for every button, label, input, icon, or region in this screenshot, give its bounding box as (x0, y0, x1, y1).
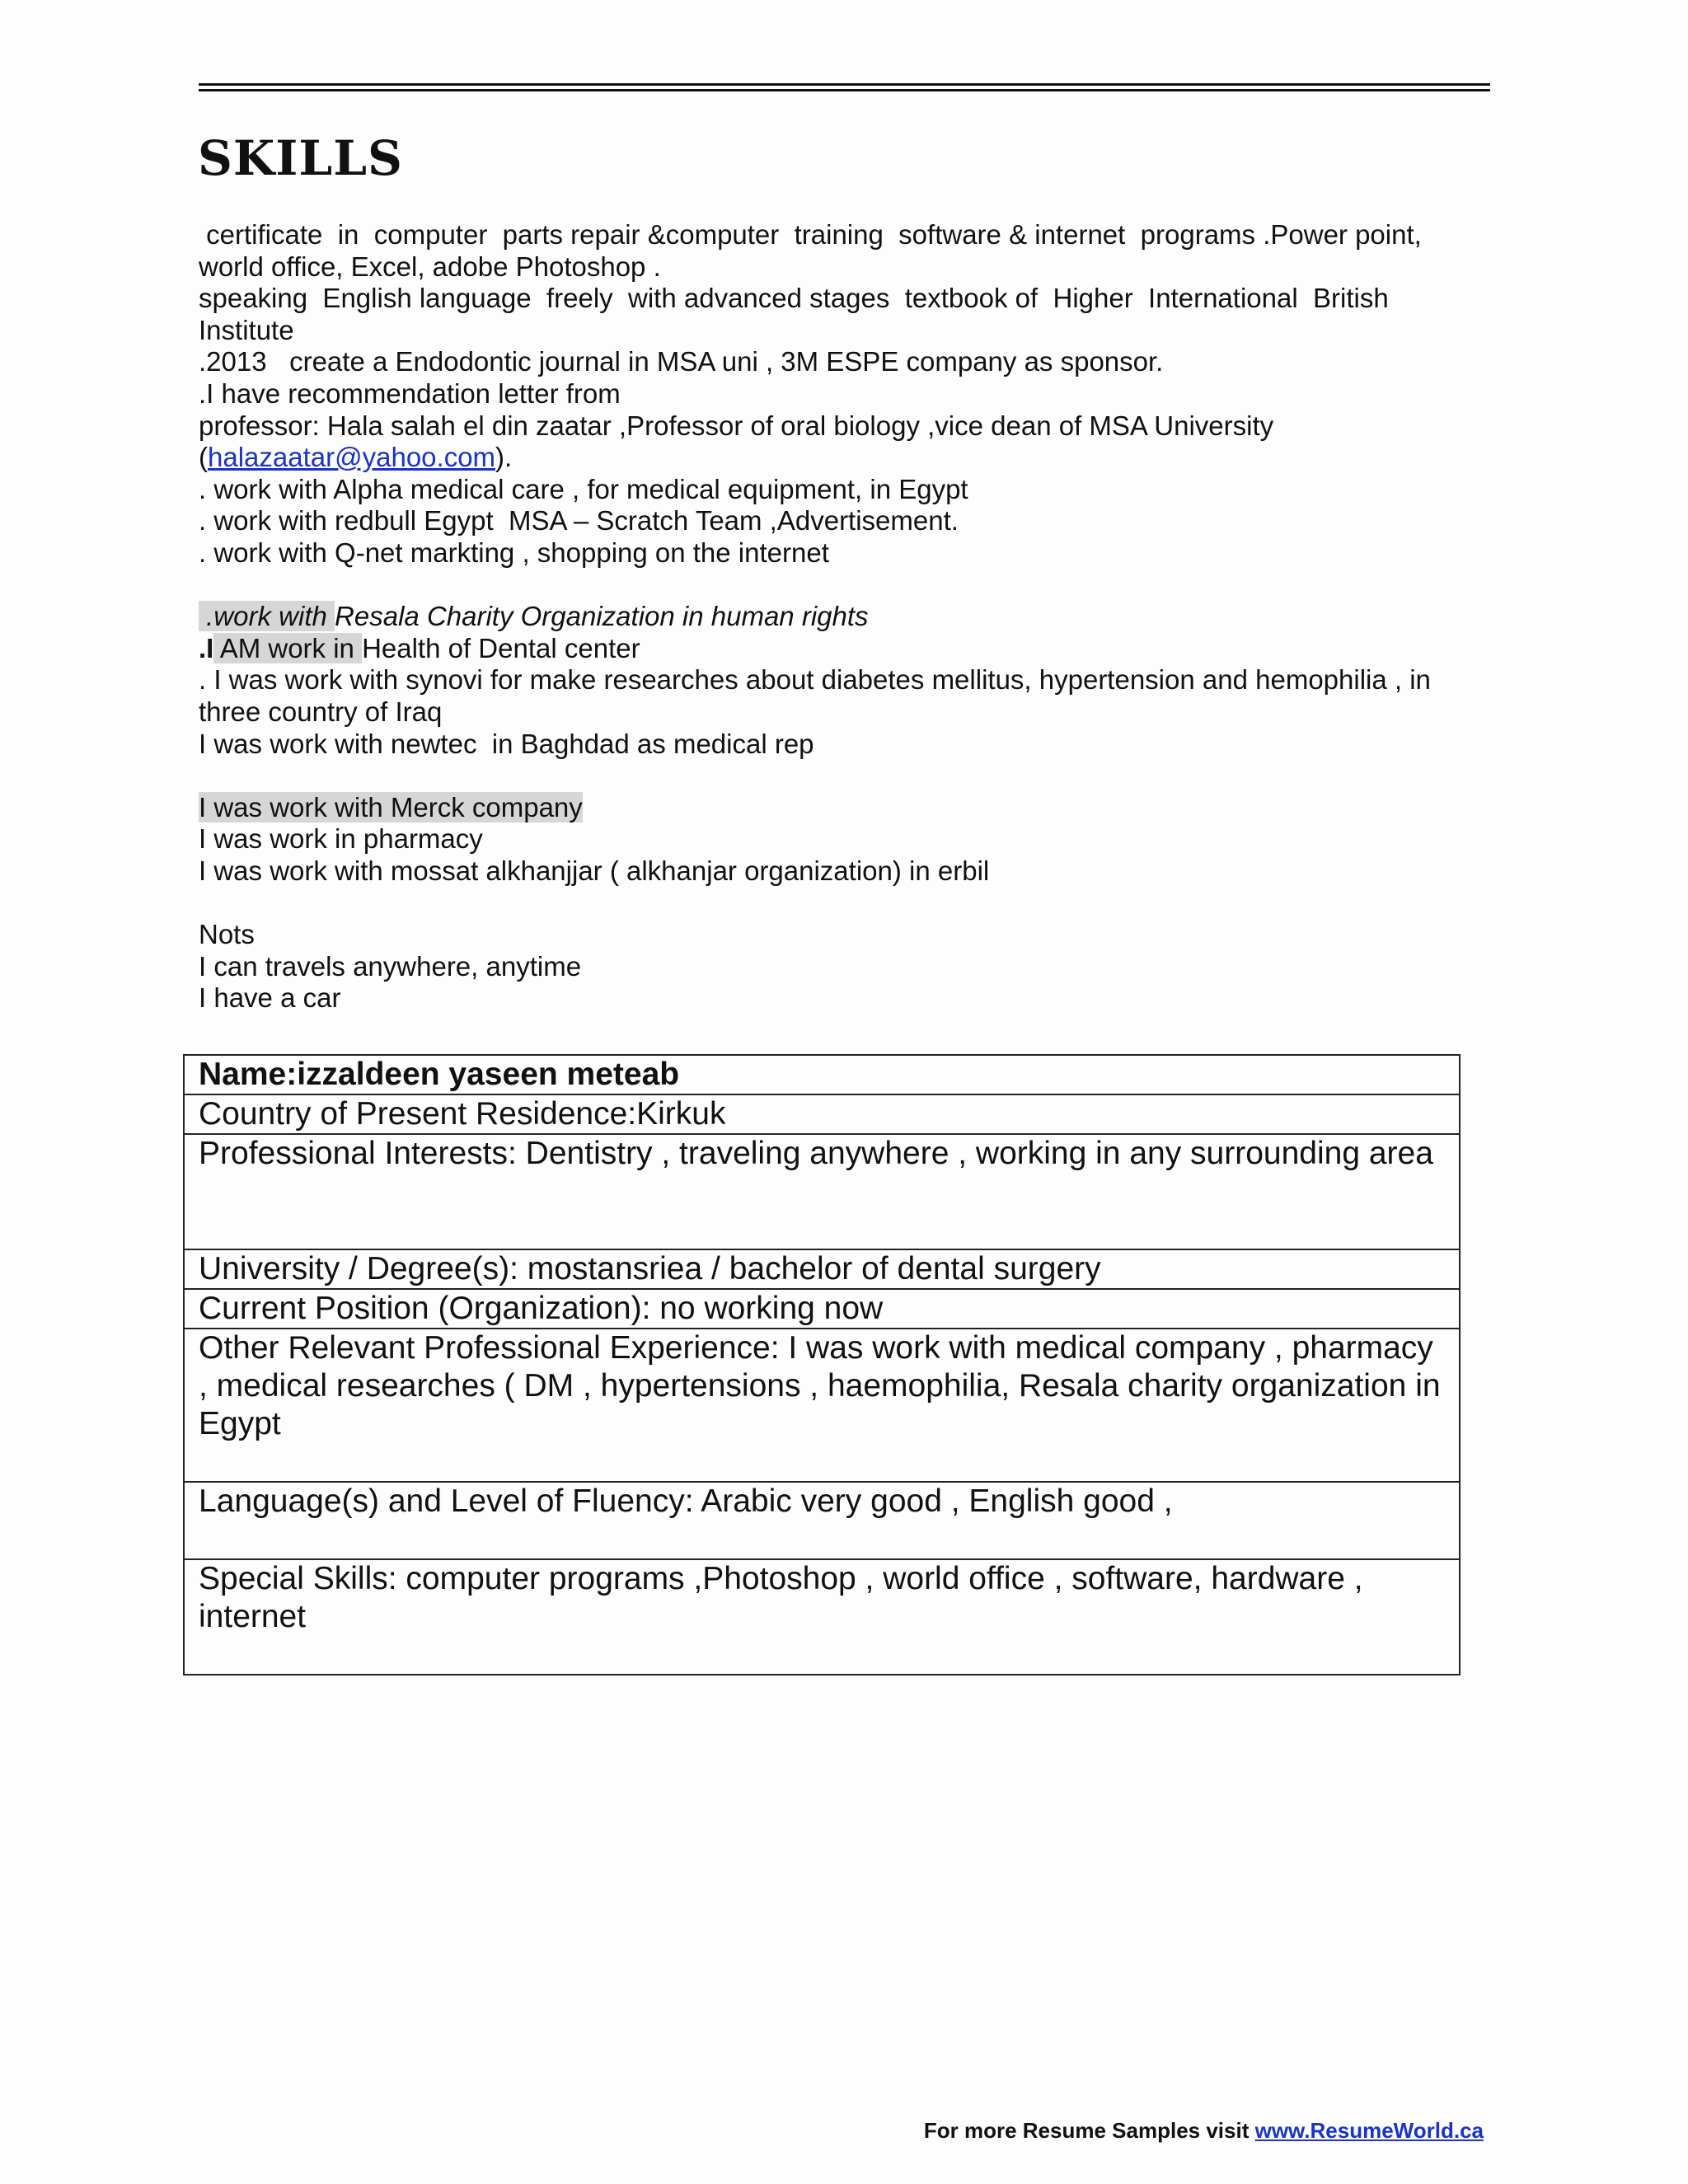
skills-line (199, 633, 1501, 665)
table-row (184, 1559, 1460, 1675)
skills-line: professor: Hala salah el din zaatar ,Professor of oral biology ,vice dean of MSA University (199, 410, 1274, 441)
interests-cell: Professional Interests: Dentistry , traveling anywhere , working in any surrounding area (184, 1134, 1460, 1249)
highlighted-text: AM work in (213, 632, 363, 663)
table-row (184, 1094, 1460, 1134)
skills-line: I was work in pharmacy (199, 823, 483, 855)
line-text: Resala Charity Organization in human rights (335, 601, 869, 632)
skills-line: . I was work with synovi for make researches about diabetes mellitus, hypertension and hemophilia , in (199, 664, 1431, 696)
table-row (184, 1134, 1460, 1249)
footer-link[interactable]: www.ResumeWorld.ca (1254, 2118, 1484, 2143)
skills-line (199, 601, 1501, 633)
language-cell: Language(s) and Level of Fluency: Arabic very good , English good , (184, 1482, 1460, 1559)
skills-line: I was work with mossat alkhanjjar ( alkhanjar organization) in erbil (199, 855, 990, 886)
highlighted-text: .work with (199, 601, 335, 632)
paren-close: ). (495, 442, 513, 473)
skills-section (199, 219, 1501, 1015)
skills-line: I have a car (199, 982, 341, 1014)
spacer (199, 569, 1501, 602)
skills-line: .I have recommendation letter from (199, 377, 621, 409)
table-row (184, 1055, 1460, 1094)
email-link[interactable]: halazaatar@yahoo.com (208, 442, 496, 473)
skills-line: I was work with newtec in Baghdad as medical rep (199, 728, 814, 759)
spacer (199, 760, 1501, 792)
notes-heading: Nots (199, 919, 255, 950)
footer-text: For more Resume Samples visit (923, 2118, 1255, 2143)
paren-open: ( (199, 442, 208, 473)
skills-line: world office, Excel, adobe Photoshop . (199, 251, 661, 282)
country-cell: Country of Present Residence:Kirkuk (184, 1094, 1460, 1134)
spacer (199, 887, 1501, 919)
top-rule-outer (199, 83, 1490, 86)
skills-line: . work with redbull Egypt MSA – Scratch Team ,Advertisement. (199, 505, 959, 537)
table-row (184, 1249, 1460, 1289)
skills-line: certificate in computer parts repair &computer training software & internet programs .Power point, (199, 219, 1422, 250)
skills-line: . work with Alpha medical care , for medical equipment, in Egypt (199, 473, 968, 504)
email-line (199, 442, 1501, 474)
position-cell: Current Position (Organization): no working now (184, 1289, 1460, 1329)
table-row (184, 1329, 1460, 1482)
skills-heading: SKILLS (198, 130, 403, 186)
special-skills-cell: Special Skills: computer programs ,Photoshop , world office , software, hardware , internet (184, 1559, 1460, 1675)
table-row (184, 1482, 1460, 1559)
skills-line (199, 792, 1501, 824)
highlighted-text: I was work with Merck company (199, 791, 583, 823)
personal-info-table (183, 1054, 1461, 1675)
skills-line: . work with Q-net markting , shopping on the internet (199, 537, 829, 568)
table-row (184, 1289, 1460, 1329)
footer (924, 2118, 1484, 2144)
university-cell: University / Degree(s): mostansriea / bachelor of dental surgery (184, 1249, 1460, 1289)
skills-line: I can travels anywhere, anytime (199, 950, 582, 982)
skills-line: .2013 create a Endodontic journal in MSA uni , 3M ESPE company as sponsor. (199, 346, 1164, 377)
experience-cell: Other Relevant Professional Experience: I was work with medical company , pharmacy , medical researches ( DM , hypertensions , haemophilia, Resala charity organization in Egypt (184, 1329, 1460, 1482)
skills-line: speaking English language freely with advanced stages textbook of Higher International British (199, 283, 1389, 314)
name-cell: Name:izzaldeen yaseen meteab (184, 1055, 1460, 1094)
line-text: Health of Dental center (362, 632, 640, 663)
top-rule-inner (199, 89, 1490, 91)
bold-text: .I (199, 632, 214, 663)
skills-line: three country of Iraq (199, 696, 443, 727)
skills-line: Institute (199, 314, 294, 345)
